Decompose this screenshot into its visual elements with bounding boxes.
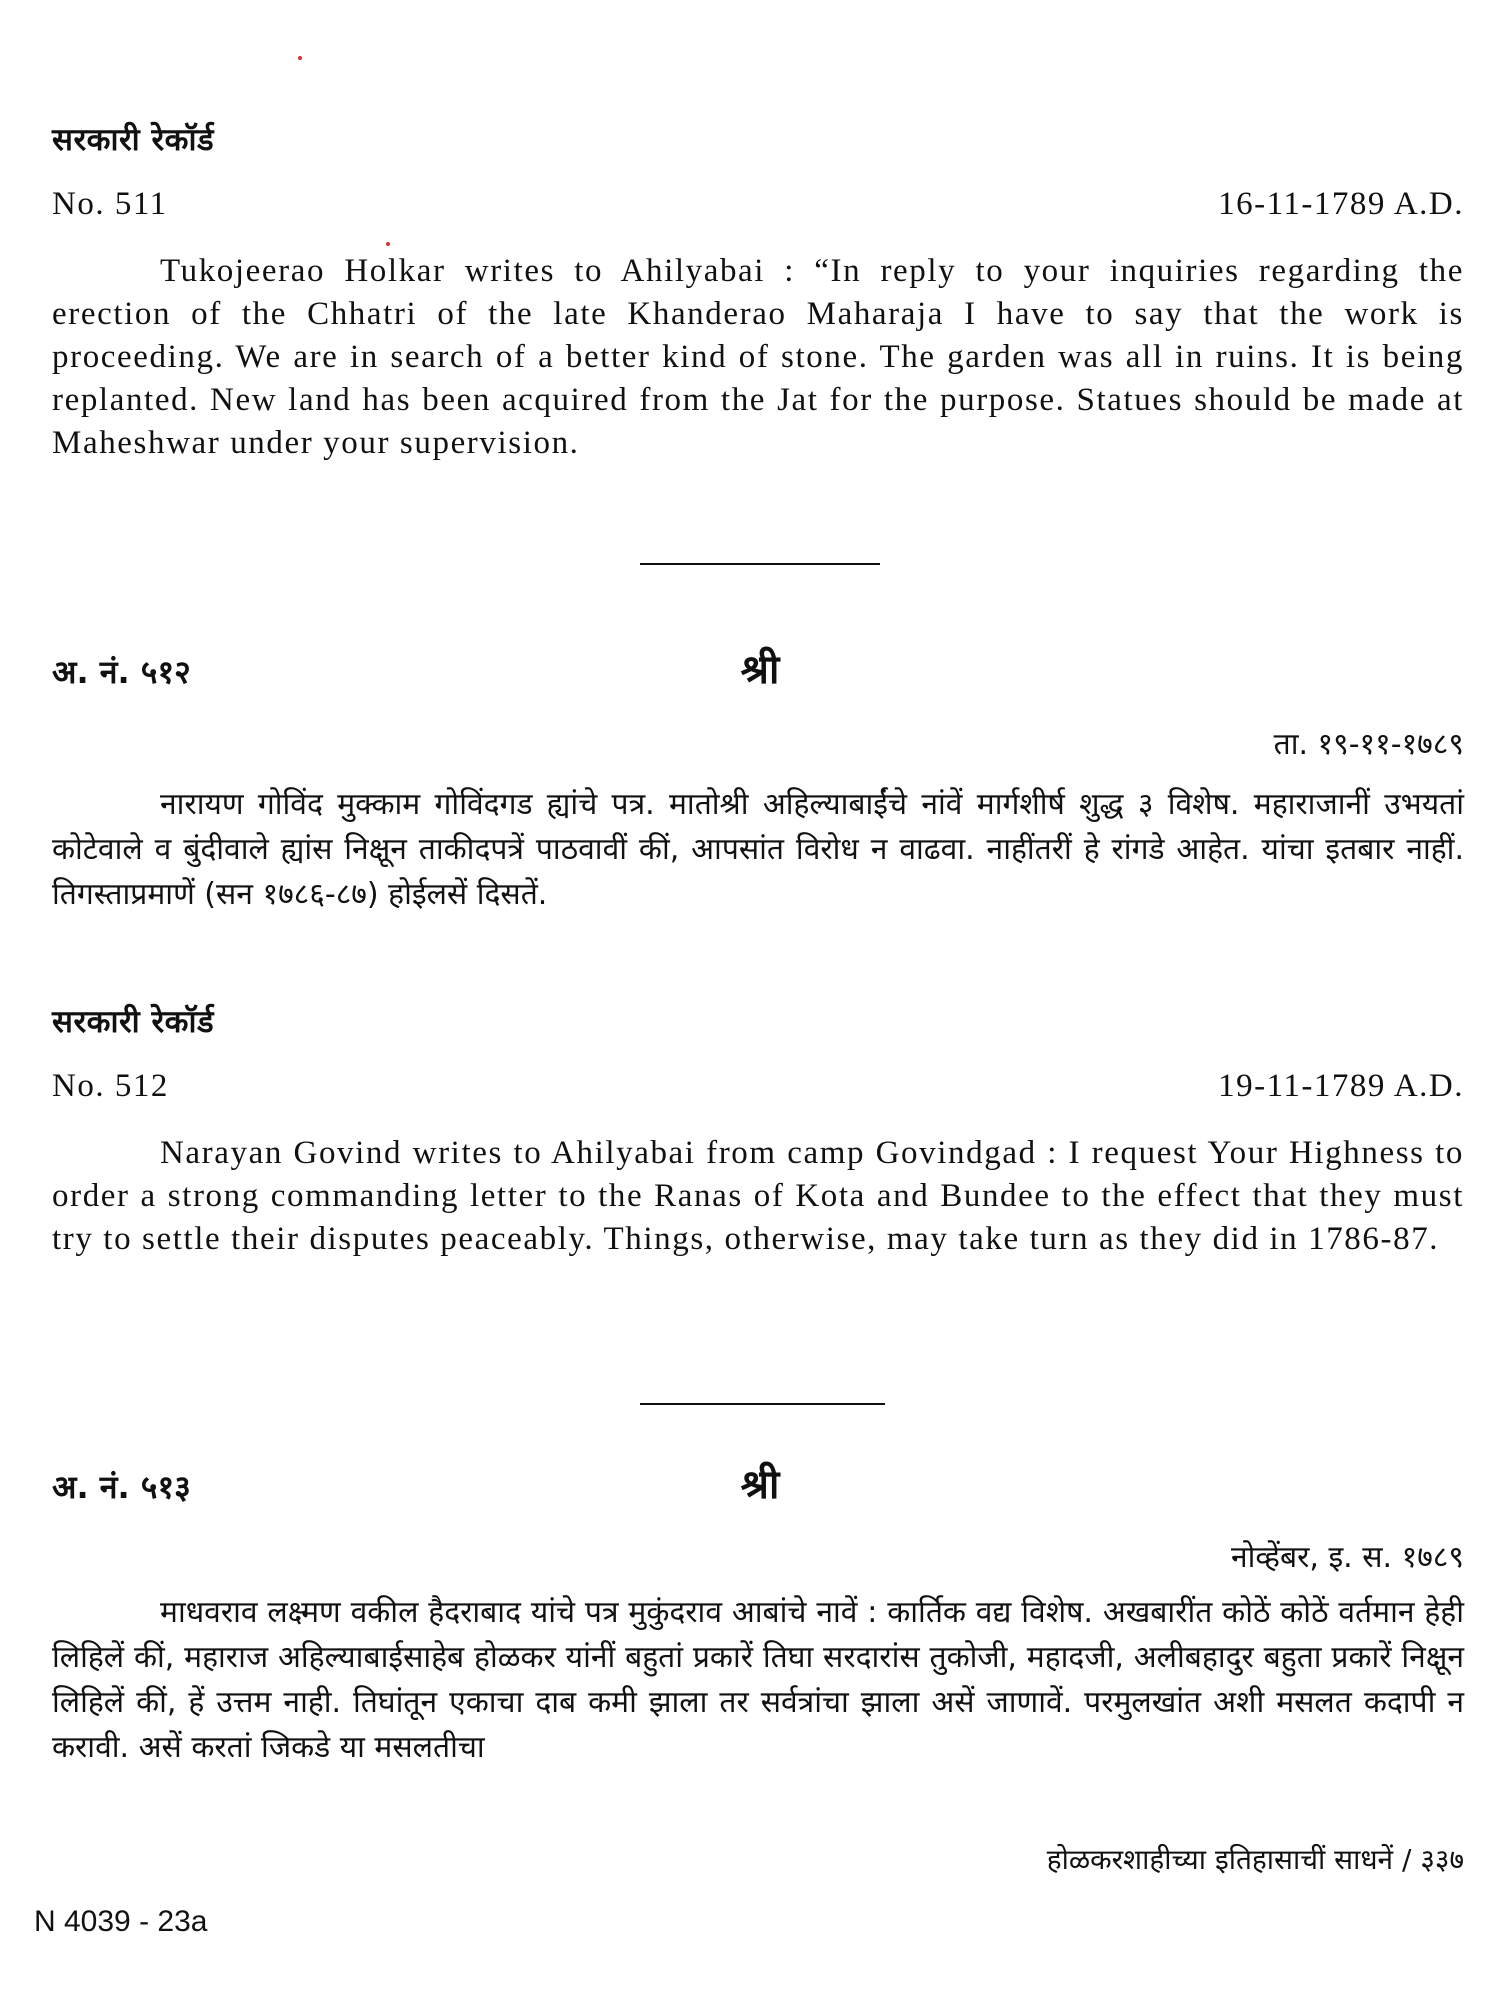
record-512-number: No. 512 <box>52 1068 169 1104</box>
record-511-heading: सरकारी रेकॉर्ड <box>52 122 215 158</box>
letter-513-number: अ. नं. ५१३ <box>52 1468 191 1506</box>
section-divider <box>640 563 880 565</box>
red-ink-speck <box>298 56 302 60</box>
letter-512-date: ता. १९-११-१७८९ <box>1273 727 1464 762</box>
letter-513-date: नोव्हेंबर, इ. स. १७८९ <box>1230 1540 1464 1575</box>
red-ink-speck <box>386 242 390 246</box>
record-511-date: 16-11-1789 A.D. <box>1218 186 1464 222</box>
shri-invocation: श्री <box>740 647 780 693</box>
shri-invocation: श्री <box>740 1462 780 1508</box>
print-code: N 4039 - 23a <box>34 1905 208 1938</box>
record-511-text: Tukojeerao Holkar writes to Ahilyabai : “In reply to your inquiries regarding the erection of the Chhatri of the late Khanderao Maharaja I have to say that the work is proceeding. We are in search of a better kind of stone. The garden was all in ruins. It is being replanted. New land has been acquired from the Jat for the purpose. Statues should be made at Maheshwar under your supervision. <box>52 253 1464 461</box>
book-title-page-number: होळकरशाहीच्या इतिहासाचीं साधनें / ३३७ <box>1046 1843 1464 1876</box>
record-511-meta <box>52 186 1464 223</box>
record-511-number: No. 511 <box>52 186 168 222</box>
section-divider <box>640 1403 885 1405</box>
record-512-date: 19-11-1789 A.D. <box>1218 1068 1464 1104</box>
letter-513-text: माधवराव लक्ष्मण वकील हैदराबाद यांचे पत्र मुकुंदराव आबांचे नावें : कार्तिक वद्य विशेष. अखबारींत कोठें कोठें वर्तमान हेही लिहिलें कीं, महाराज अहिल्याबाईसाहेब होळकर यांनीं बहुतां प्रकारें तिघा सरदारांस तुकोजी, महादजी, अलीबहादुर बहुता प्रकारें निक्षून लिहिलें कीं, हें उत्तम नाही. तिघांतून एकाचा दाब कमी झाला तर सर्वत्रांचा झाला असें जाणावें. परमुलखांत अशी मसलत कदापी न करावी. असें करतां जिकडे या मसलतीचा <box>52 1595 1464 1765</box>
record-512-text: Narayan Govind writes to Ahilyabai from camp Govindgad : I request Your Highness to order a strong commanding letter to the Ranas of Kota and Bundee to the effect that they must try to settle their disputes peaceably. Things, otherwise, may take turn as they did in 1786-87. <box>52 1135 1464 1257</box>
letter-512-number: अ. नं. ५१२ <box>52 653 191 691</box>
letter-512-text: नारायण गोविंद मुक्काम गोविंदगड ह्यांचे पत्र. मातोश्री अहिल्याबाईंचे नांवें मार्गशीर्ष शुद्ध ३ विशेष. महाराजानीं उभयतां कोटेवाले व बुंदीवाले ह्यांस निक्षून ताकीदपत्रें पाठवावीं कीं, आपसांत विरोध न वाढवा. नाहींतरीं हे रांगडे आहेत. यांचा इतबार नाहीं. तिगस्ताप्रमाणें (सन १७८६-८७) होईलसें दिसतें. <box>52 787 1464 912</box>
record-512-meta <box>52 1068 1464 1105</box>
record-512-heading: सरकारी रेकॉर्ड <box>52 1004 215 1040</box>
